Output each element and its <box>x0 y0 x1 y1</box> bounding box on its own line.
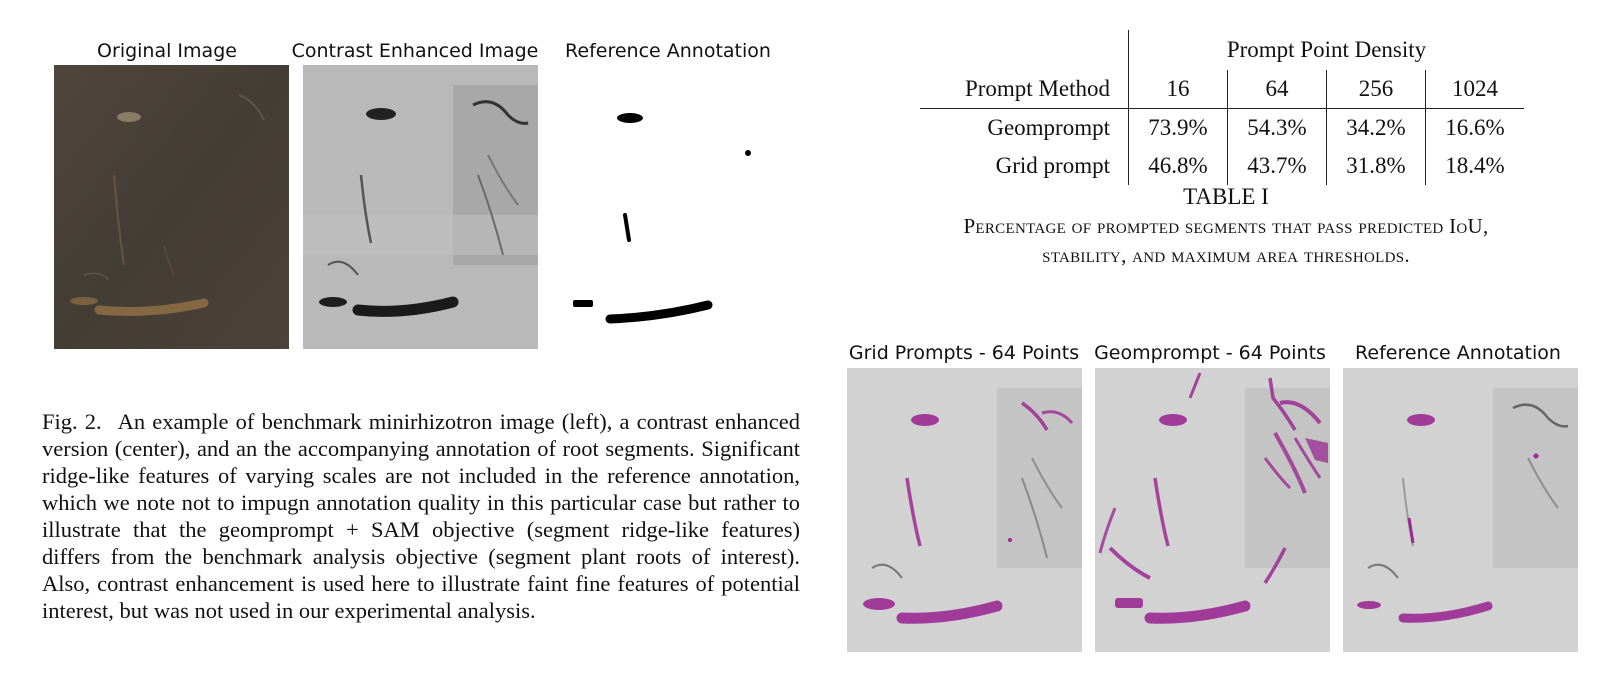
reference-annotation-mask <box>570 65 805 349</box>
table-col-header: 256 <box>1327 70 1426 109</box>
table-col-header: 16 <box>1129 70 1228 109</box>
figure-caption <box>42 408 800 624</box>
table-cell: 16.6% <box>1426 109 1525 148</box>
table-caption-line1: Percentage of prompted segments that pass predicted IoU, <box>963 214 1489 238</box>
results-table <box>920 30 1524 185</box>
table-cell: 18.4% <box>1426 147 1525 185</box>
panel-title-reference-bottom: Reference Annotation <box>1355 342 1561 364</box>
contrast-enhanced-image <box>303 65 538 349</box>
panel-title-reference: Reference Annotation <box>565 40 771 62</box>
table-cell-method: Geomprompt <box>987 115 1110 140</box>
table-cell: 34.2% <box>1327 109 1426 148</box>
grid-prompts-overlay <box>847 368 1082 652</box>
original-image <box>54 65 289 349</box>
table-row-header: Prompt Method <box>920 70 1129 109</box>
table-cell: 31.8% <box>1327 147 1426 185</box>
table-caption-line2: stability, and maximum area thresholds. <box>1042 243 1410 267</box>
panel-title-geomprompt: Geomprompt - 64 Points <box>1094 342 1326 364</box>
table-col-header: 1024 <box>1426 70 1525 109</box>
caption-text: An example of benchmark minirhizotron image (left), a contrast enhanced version (center), and an the accompanying annotation of root segments. Significant ridge-like features of varying scales are not included in the reference annotation, which we note not to impugn annotation quality in this particular case but rather to illustrate that the geomprompt + SAM objective (segment ridge-like features) differs from the benchmark analysis objective (segment plant roots of interest). Also, contrast enhancement is used here to illustrate faint fine features of potential interest, but was not used in our experimental analysis. <box>42 409 800 623</box>
table-title: TABLE I <box>1183 184 1269 209</box>
table-cell: 73.9% <box>1129 109 1228 148</box>
panel-title-contrast: Contrast Enhanced Image <box>291 40 539 62</box>
table-cell: 54.3% <box>1228 109 1327 148</box>
table-caption <box>864 212 1588 270</box>
reference-annotation-overlay <box>1343 368 1578 652</box>
table-row <box>920 147 1524 185</box>
table-row <box>920 109 1524 148</box>
table-cell-method: Grid prompt <box>995 153 1110 178</box>
panel-title-grid-prompts: Grid Prompts - 64 Points <box>848 342 1080 364</box>
caption-label: Fig. 2. <box>42 409 102 434</box>
geomprompt-overlay <box>1095 368 1330 652</box>
table-cell: 46.8% <box>1129 147 1228 185</box>
table-cell: 43.7% <box>1228 147 1327 185</box>
table-col-header: 64 <box>1228 70 1327 109</box>
panel-title-original: Original Image <box>97 40 237 62</box>
table-group-header: Prompt Point Density <box>1129 30 1525 70</box>
